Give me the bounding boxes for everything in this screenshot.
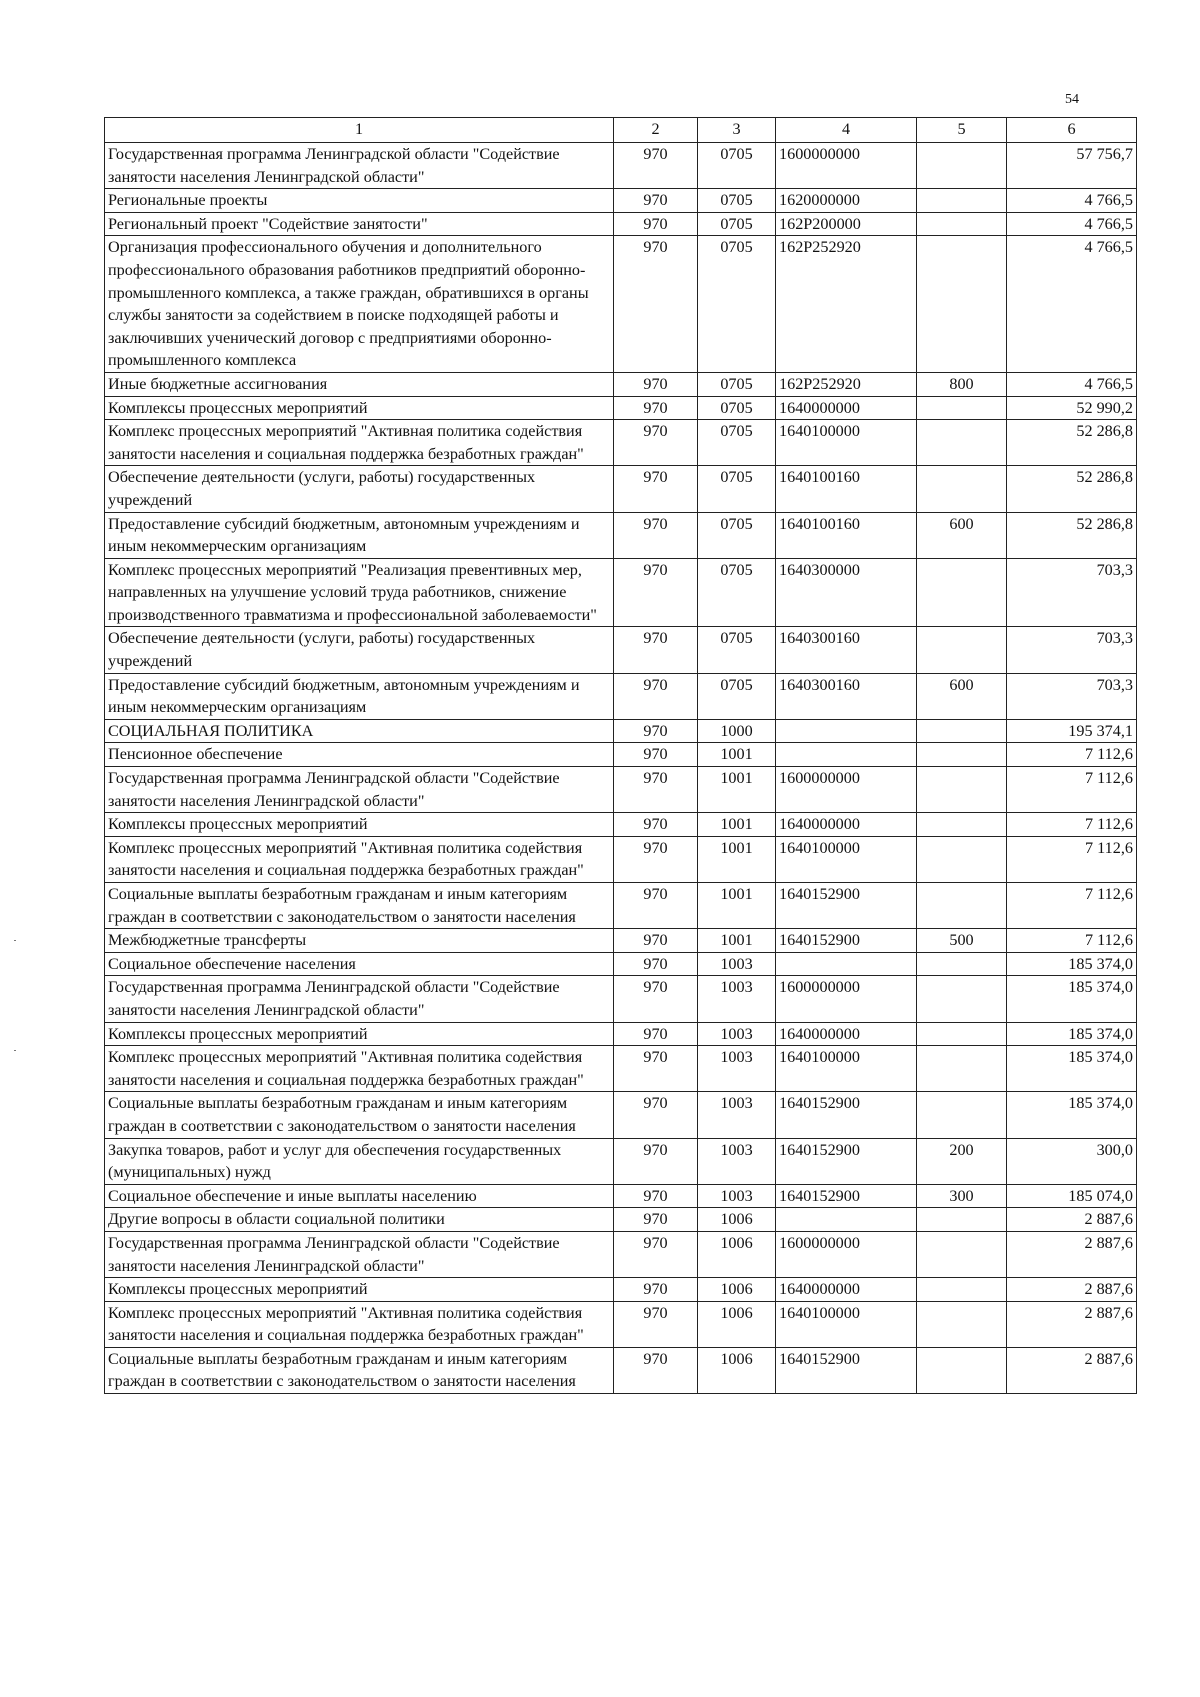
table-row [105,1022,1137,1046]
table-row [105,1347,1137,1393]
section-code-cell: 0705 [698,189,776,213]
admin-code-cell: 970 [614,466,698,512]
amount-cell: 52 286,8 [1007,466,1137,512]
target-article-cell: 1640152900 [776,1092,917,1138]
section-code-cell: 0705 [698,212,776,236]
admin-code-cell: 970 [614,512,698,558]
amount-cell: 7 112,6 [1007,743,1137,767]
target-article-cell: 1600000000 [776,1231,917,1277]
expense-type-cell [917,189,1007,213]
admin-code-cell: 970 [614,143,698,189]
table-row [105,1278,1137,1302]
admin-code-cell: 970 [614,1231,698,1277]
admin-code-cell: 970 [614,743,698,767]
table-row [105,813,1137,837]
row-name-cell: Социальные выплаты безработным гражданам и иным категориям граждан в соответствии с законодательством о занятости населения [105,1347,614,1393]
row-name-cell: Социальное обеспечение населения [105,952,614,976]
expense-type-cell [917,883,1007,929]
section-code-cell: 1001 [698,767,776,813]
section-code-cell: 1001 [698,836,776,882]
row-name-cell: Обеспечение деятельности (услуги, работы) государственных учреждений [105,466,614,512]
row-name-cell: Государственная программа Ленинградской области "Содействие занятости населения Ленинградской области" [105,976,614,1022]
amount-cell: 300,0 [1007,1138,1137,1184]
target-article-cell: 162P200000 [776,212,917,236]
row-name-cell: Комплекс процессных мероприятий "Активная политика содействия занятости населения и социальная поддержка безработных граждан" [105,1301,614,1347]
section-code-cell: 1003 [698,1184,776,1208]
target-article-cell: 1640000000 [776,813,917,837]
table-row [105,1092,1137,1138]
expense-type-cell [917,466,1007,512]
row-name-cell: Государственная программа Ленинградской области "Содействие занятости населения Ленинградской области" [105,143,614,189]
admin-code-cell: 970 [614,929,698,953]
amount-cell: 7 112,6 [1007,929,1137,953]
amount-cell: 185 374,0 [1007,976,1137,1022]
admin-code-cell: 970 [614,952,698,976]
table-row [105,236,1137,373]
admin-code-cell: 970 [614,212,698,236]
expense-type-cell [917,1046,1007,1092]
section-code-cell: 1006 [698,1301,776,1347]
target-article-cell: 1640100160 [776,512,917,558]
table-row [105,883,1137,929]
row-name-cell: Иные бюджетные ассигнования [105,372,614,396]
target-article-cell [776,1208,917,1232]
row-name-cell: Социальные выплаты безработным гражданам и иным категориям граждан в соответствии с законодательством о занятости населения [105,1092,614,1138]
row-name-cell: Комплекс процессных мероприятий "Активная политика содействия занятости населения и социальная поддержка безработных граждан" [105,1046,614,1092]
admin-code-cell: 970 [614,372,698,396]
table-row [105,512,1137,558]
admin-code-cell: 970 [614,1184,698,1208]
row-name-cell: Комплексы процессных мероприятий [105,396,614,420]
expense-type-cell [917,952,1007,976]
table-row [105,558,1137,627]
admin-code-cell: 970 [614,719,698,743]
row-name-cell: Предоставление субсидий бюджетным, автономным учреждениям и иным некоммерческим организациям [105,673,614,719]
section-code-cell: 1006 [698,1231,776,1277]
amount-cell: 52 286,8 [1007,420,1137,466]
admin-code-cell: 970 [614,236,698,373]
expense-type-cell: 600 [917,673,1007,719]
column-header: 1 [105,118,614,143]
amount-cell: 4 766,5 [1007,212,1137,236]
section-code-cell: 0705 [698,420,776,466]
target-article-cell: 162P252920 [776,236,917,373]
row-name-cell: Закупка товаров, работ и услуг для обеспечения государственных (муниципальных) нужд [105,1138,614,1184]
amount-cell: 4 766,5 [1007,236,1137,373]
admin-code-cell: 970 [614,883,698,929]
table-row [105,1046,1137,1092]
row-name-cell: Региональный проект "Содействие занятости" [105,212,614,236]
amount-cell: 185 374,0 [1007,1092,1137,1138]
column-number-row [105,118,1137,143]
expense-type-cell [917,719,1007,743]
target-article-cell: 1640000000 [776,396,917,420]
target-article-cell: 1640300160 [776,673,917,719]
scan-edge-mark [14,940,16,941]
table-row [105,1184,1137,1208]
expense-type-cell [917,1022,1007,1046]
section-code-cell: 1006 [698,1208,776,1232]
expense-type-cell [917,558,1007,627]
admin-code-cell: 970 [614,558,698,627]
table-row [105,189,1137,213]
amount-cell: 52 286,8 [1007,512,1137,558]
expense-type-cell [917,1301,1007,1347]
admin-code-cell: 970 [614,836,698,882]
admin-code-cell: 970 [614,1301,698,1347]
section-code-cell: 0705 [698,558,776,627]
row-name-cell: Обеспечение деятельности (услуги, работы) государственных учреждений [105,627,614,673]
table-row [105,767,1137,813]
target-article-cell: 1640152900 [776,1347,917,1393]
amount-cell: 703,3 [1007,627,1137,673]
row-name-cell: Предоставление субсидий бюджетным, автономным учреждениям и иным некоммерческим организациям [105,512,614,558]
row-name-cell: Государственная программа Ленинградской области "Содействие занятости населения Ленинградской области" [105,767,614,813]
column-header: 2 [614,118,698,143]
expense-type-cell: 600 [917,512,1007,558]
column-header: 5 [917,118,1007,143]
table-row [105,743,1137,767]
row-name-cell: Комплекс процессных мероприятий "Реализация превентивных мер, направленных на улучшение условий труда работников, снижение производственного травматизма и профессиональной заболеваемости" [105,558,614,627]
admin-code-cell: 970 [614,189,698,213]
amount-cell: 185 074,0 [1007,1184,1137,1208]
table-row [105,929,1137,953]
section-code-cell: 0705 [698,236,776,373]
row-name-cell: Пенсионное обеспечение [105,743,614,767]
section-code-cell: 0705 [698,673,776,719]
target-article-cell: 1640152900 [776,1184,917,1208]
section-code-cell: 1006 [698,1347,776,1393]
amount-cell: 4 766,5 [1007,189,1137,213]
table-row [105,952,1137,976]
expense-type-cell [917,236,1007,373]
expense-type-cell: 300 [917,1184,1007,1208]
table-row [105,466,1137,512]
table-row [105,719,1137,743]
row-name-cell: Комплексы процессных мероприятий [105,1278,614,1302]
row-name-cell: Комплексы процессных мероприятий [105,813,614,837]
target-article-cell: 1600000000 [776,767,917,813]
section-code-cell: 1000 [698,719,776,743]
table-row [105,143,1137,189]
table-row [105,836,1137,882]
target-article-cell: 1640152900 [776,883,917,929]
expense-type-cell: 800 [917,372,1007,396]
section-code-cell: 1001 [698,929,776,953]
amount-cell: 52 990,2 [1007,396,1137,420]
column-header: 3 [698,118,776,143]
admin-code-cell: 970 [614,1138,698,1184]
expense-type-cell [917,743,1007,767]
target-article-cell [776,952,917,976]
table-row [105,396,1137,420]
column-header: 4 [776,118,917,143]
row-name-cell: Региональные проекты [105,189,614,213]
amount-cell: 7 112,6 [1007,813,1137,837]
table-row [105,212,1137,236]
target-article-cell: 1640100000 [776,1301,917,1347]
section-code-cell: 1003 [698,952,776,976]
table-row [105,1301,1137,1347]
expense-type-cell [917,420,1007,466]
amount-cell: 2 887,6 [1007,1231,1137,1277]
expense-type-cell [917,1231,1007,1277]
target-article-cell: 1640000000 [776,1022,917,1046]
expense-type-cell [917,396,1007,420]
admin-code-cell: 970 [614,976,698,1022]
target-article-cell: 1640000000 [776,1278,917,1302]
row-name-cell: Социальные выплаты безработным гражданам и иным категориям граждан в соответствии с законодательством о занятости населения [105,883,614,929]
target-article-cell: 1620000000 [776,189,917,213]
amount-cell: 2 887,6 [1007,1301,1137,1347]
admin-code-cell: 970 [614,1046,698,1092]
target-article-cell: 1640100000 [776,836,917,882]
expense-type-cell: 200 [917,1138,1007,1184]
section-code-cell: 1006 [698,1278,776,1302]
amount-cell: 185 374,0 [1007,1046,1137,1092]
admin-code-cell: 970 [614,1022,698,1046]
expense-type-cell [917,1347,1007,1393]
section-code-cell: 1001 [698,743,776,767]
row-name-cell: СОЦИАЛЬНАЯ ПОЛИТИКА [105,719,614,743]
section-code-cell: 0705 [698,372,776,396]
amount-cell: 2 887,6 [1007,1347,1137,1393]
amount-cell: 185 374,0 [1007,952,1137,976]
row-name-cell: Комплекс процессных мероприятий "Активная политика содействия занятости населения и социальная поддержка безработных граждан" [105,420,614,466]
section-code-cell: 0705 [698,396,776,420]
admin-code-cell: 970 [614,627,698,673]
section-code-cell: 1003 [698,1138,776,1184]
amount-cell: 703,3 [1007,558,1137,627]
table-row [105,1138,1137,1184]
section-code-cell: 1003 [698,1046,776,1092]
column-header: 6 [1007,118,1137,143]
amount-cell: 185 374,0 [1007,1022,1137,1046]
amount-cell: 195 374,1 [1007,719,1137,743]
table-row [105,627,1137,673]
admin-code-cell: 970 [614,1347,698,1393]
section-code-cell: 1001 [698,883,776,929]
expense-type-cell [917,1278,1007,1302]
target-article-cell: 1600000000 [776,143,917,189]
table-row [105,372,1137,396]
section-code-cell: 0705 [698,512,776,558]
section-code-cell: 1003 [698,1092,776,1138]
amount-cell: 7 112,6 [1007,883,1137,929]
row-name-cell: Организация профессионального обучения и дополнительного профессионального образования работников предприятий оборонно-промышленного комплекса, а также граждан, обратившихся в органы службы занятости за содействием в поиске подходящей работы и заключивших ученический договор с предприятиями оборонно-промышленного комплекса [105,236,614,373]
section-code-cell: 0705 [698,466,776,512]
budget-table [104,117,1137,1394]
scan-edge-mark [14,1050,16,1051]
target-article-cell: 1600000000 [776,976,917,1022]
expense-type-cell [917,1208,1007,1232]
target-article-cell: 1640152900 [776,1138,917,1184]
table-row [105,673,1137,719]
section-code-cell: 0705 [698,143,776,189]
table-row [105,1208,1137,1232]
expense-type-cell [917,143,1007,189]
target-article-cell [776,743,917,767]
target-article-cell [776,719,917,743]
row-name-cell: Комплексы процессных мероприятий [105,1022,614,1046]
table-row [105,420,1137,466]
admin-code-cell: 970 [614,767,698,813]
page-number: 54 [1065,92,1079,107]
admin-code-cell: 970 [614,813,698,837]
target-article-cell: 1640100000 [776,420,917,466]
row-name-cell: Государственная программа Ленинградской области "Содействие занятости населения Ленинградской области" [105,1231,614,1277]
section-code-cell: 0705 [698,627,776,673]
target-article-cell: 162P252920 [776,372,917,396]
expense-type-cell [917,212,1007,236]
section-code-cell: 1001 [698,813,776,837]
row-name-cell: Комплекс процессных мероприятий "Активная политика содействия занятости населения и социальная поддержка безработных граждан" [105,836,614,882]
section-code-cell: 1003 [698,1022,776,1046]
expense-type-cell: 500 [917,929,1007,953]
admin-code-cell: 970 [614,1092,698,1138]
amount-cell: 4 766,5 [1007,372,1137,396]
table-body [105,143,1137,1394]
expense-type-cell [917,767,1007,813]
amount-cell: 7 112,6 [1007,836,1137,882]
table-row [105,1231,1137,1277]
amount-cell: 7 112,6 [1007,767,1137,813]
expense-type-cell [917,1092,1007,1138]
expense-type-cell [917,627,1007,673]
expense-type-cell [917,976,1007,1022]
section-code-cell: 1003 [698,976,776,1022]
row-name-cell: Социальное обеспечение и иные выплаты населению [105,1184,614,1208]
target-article-cell: 1640300000 [776,558,917,627]
target-article-cell: 1640100160 [776,466,917,512]
admin-code-cell: 970 [614,396,698,420]
row-name-cell: Другие вопросы в области социальной политики [105,1208,614,1232]
target-article-cell: 1640100000 [776,1046,917,1092]
target-article-cell: 1640152900 [776,929,917,953]
expense-type-cell [917,813,1007,837]
row-name-cell: Межбюджетные трансферты [105,929,614,953]
amount-cell: 703,3 [1007,673,1137,719]
amount-cell: 2 887,6 [1007,1278,1137,1302]
admin-code-cell: 970 [614,673,698,719]
amount-cell: 57 756,7 [1007,143,1137,189]
admin-code-cell: 970 [614,420,698,466]
amount-cell: 2 887,6 [1007,1208,1137,1232]
table-row [105,976,1137,1022]
target-article-cell: 1640300160 [776,627,917,673]
expense-type-cell [917,836,1007,882]
admin-code-cell: 970 [614,1278,698,1302]
admin-code-cell: 970 [614,1208,698,1232]
